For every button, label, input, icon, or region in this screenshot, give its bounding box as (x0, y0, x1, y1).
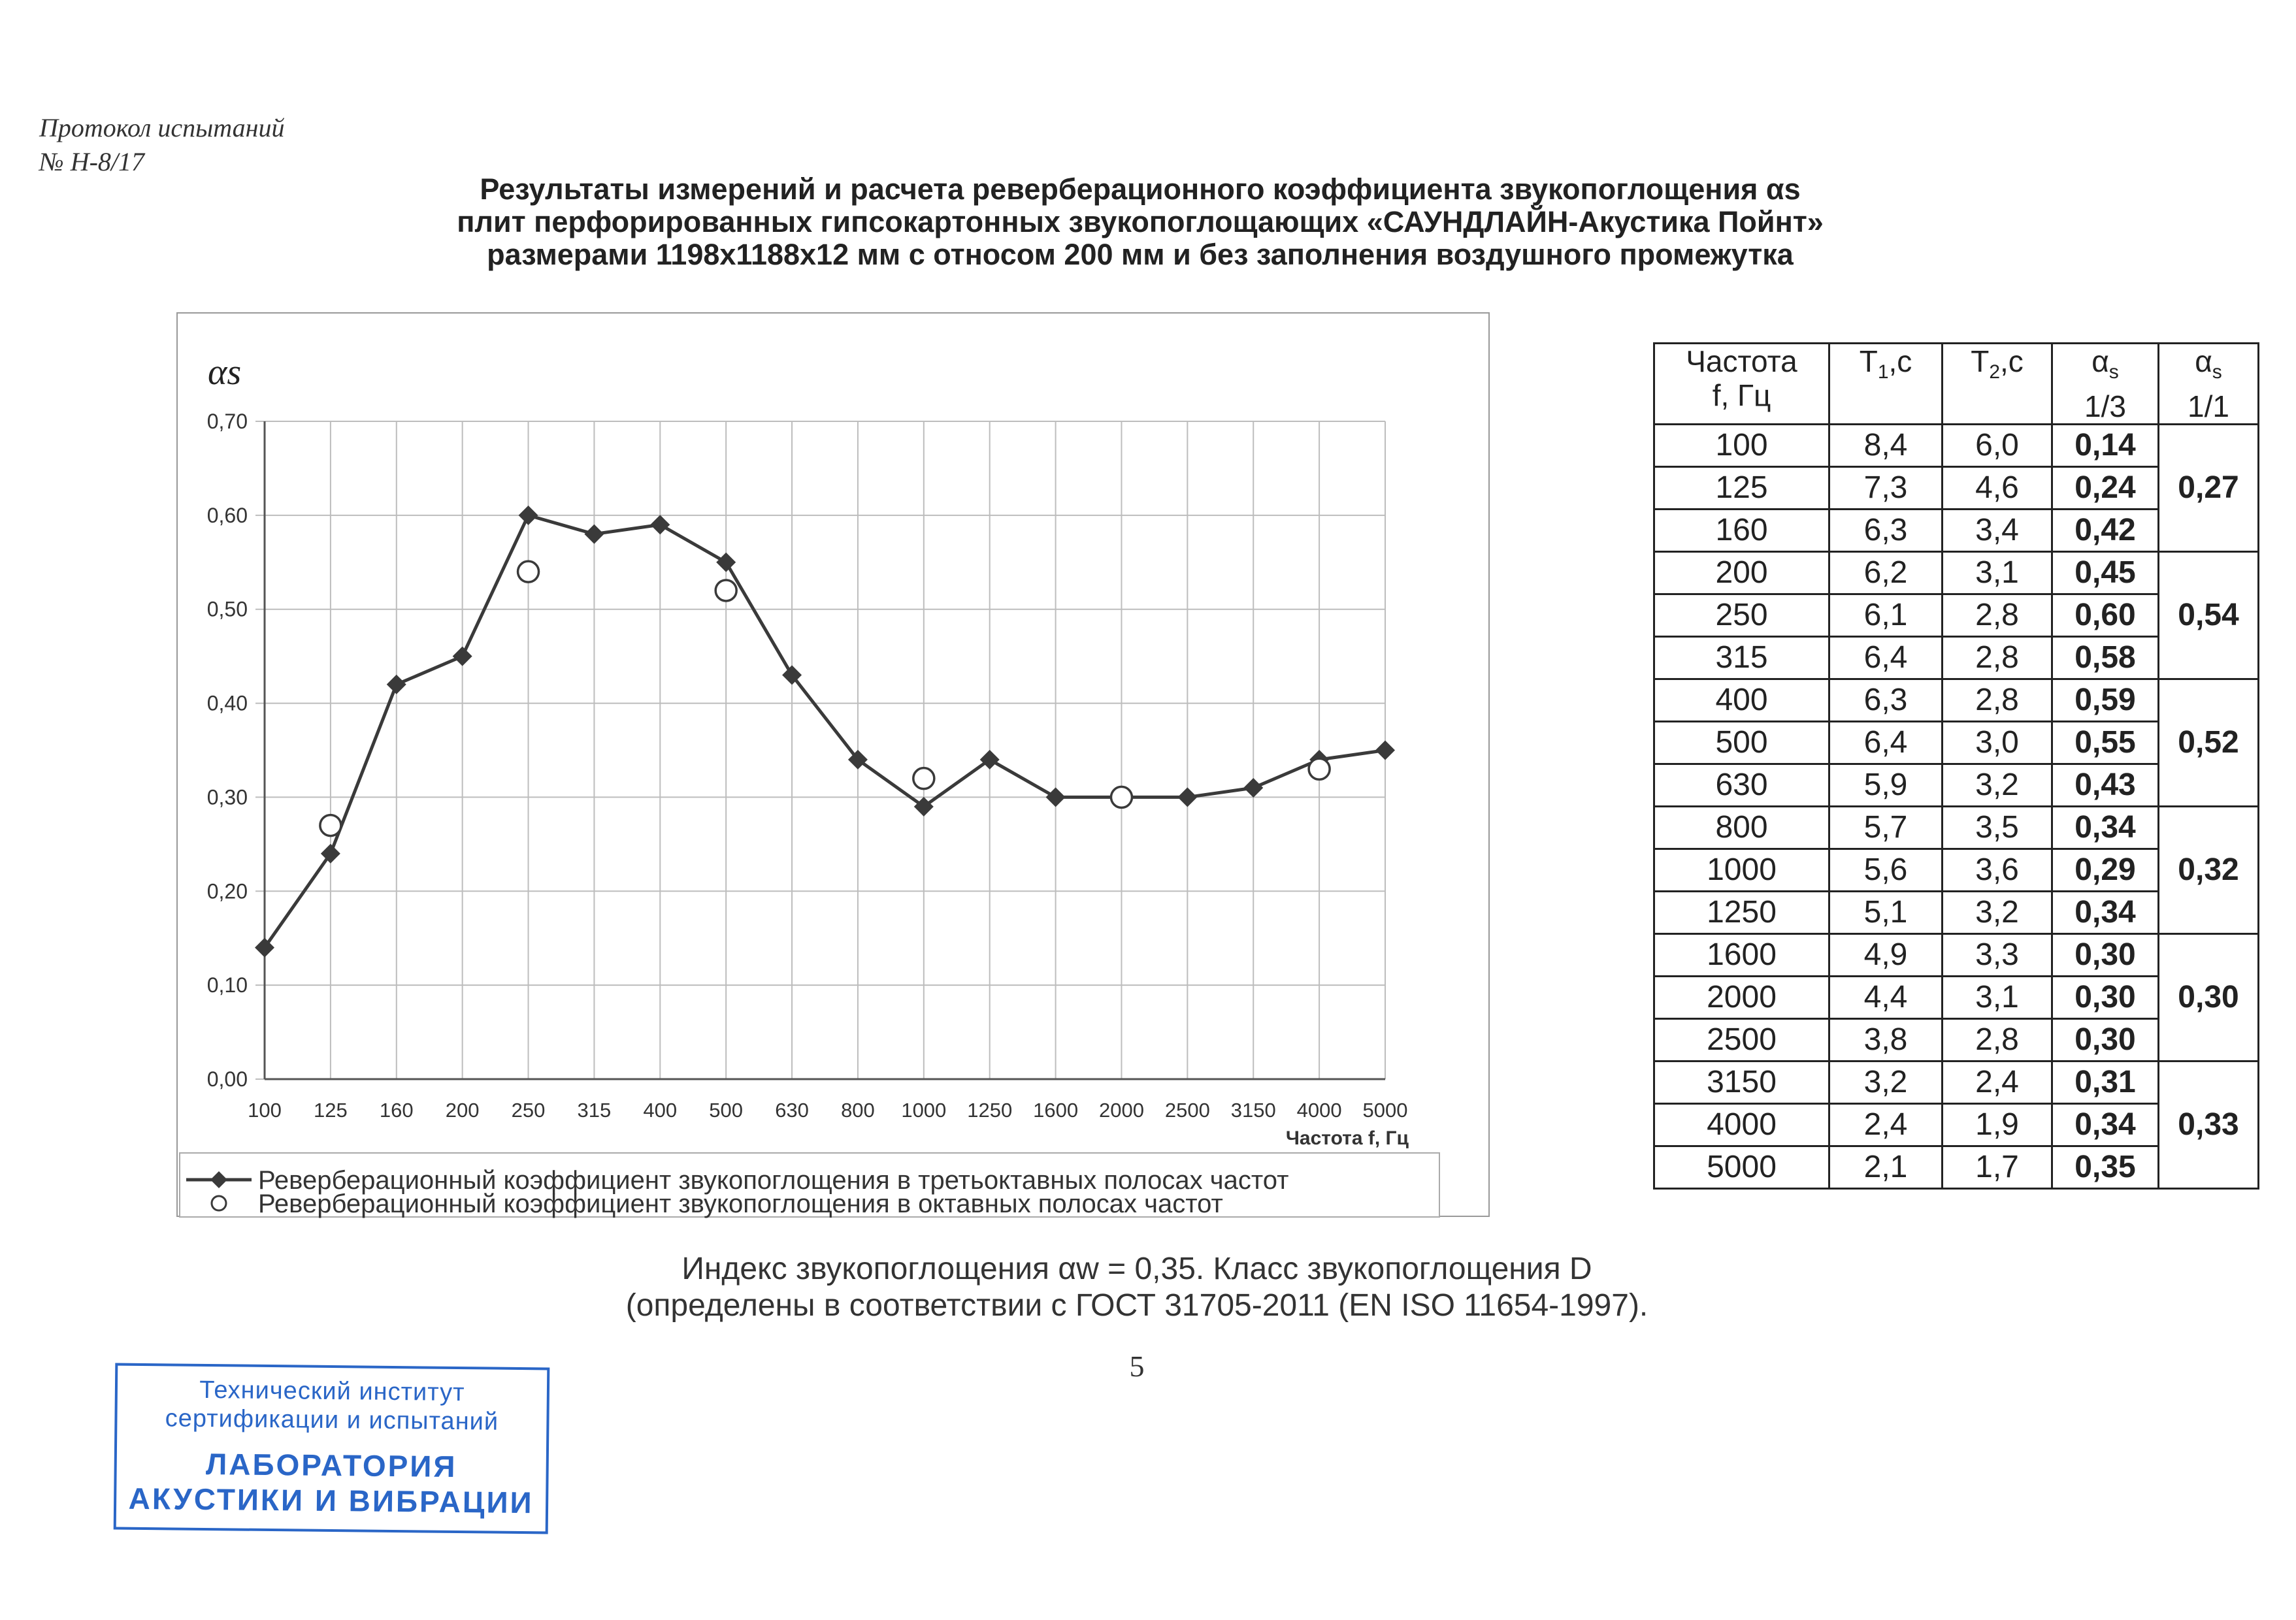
x-tick-label: 5000 (1362, 1099, 1408, 1122)
cell-alpha-third-octave: 0,30 (2052, 1019, 2159, 1061)
cell-frequency: 1000 (1654, 849, 1829, 892)
x-tick-label: 800 (841, 1099, 875, 1122)
cell-frequency: 400 (1654, 679, 1829, 722)
cell-t2: 2,8 (1943, 679, 2052, 722)
y-tick-label: 0,60 (206, 503, 248, 527)
cell-alpha-third-octave: 0,34 (2052, 892, 2159, 934)
third-octave-point (716, 553, 736, 572)
cell-alpha-third-octave: 0,14 (2052, 425, 2159, 467)
cell-alpha-octave: 0,52 (2159, 679, 2259, 807)
cell-t2: 4,6 (1943, 467, 2052, 510)
third-octave-point (321, 844, 340, 864)
octave-point (1309, 758, 1330, 779)
cell-alpha-third-octave: 0,30 (2052, 977, 2159, 1019)
y-tick-label: 0,70 (206, 410, 248, 433)
cell-alpha-third-octave: 0,24 (2052, 467, 2159, 510)
y-tick-label: 0,50 (206, 597, 248, 621)
protocol-title: Протокол испытаний (39, 113, 285, 142)
cell-alpha-third-octave: 0,55 (2052, 722, 2159, 764)
cell-alpha-third-octave: 0,30 (2052, 934, 2159, 977)
table-row (1654, 425, 2259, 467)
header-frequency: Частота f, Гц (1654, 344, 1829, 425)
third-octave-series-line (265, 515, 1385, 948)
cell-t1: 4,9 (1829, 934, 1943, 977)
cell-t1: 8,4 (1829, 425, 1943, 467)
cell-frequency: 100 (1654, 425, 1829, 467)
cell-frequency: 315 (1654, 637, 1829, 679)
cell-alpha-third-octave: 0,29 (2052, 849, 2159, 892)
third-octave-point (584, 525, 604, 544)
cell-t1: 7,3 (1829, 467, 1943, 510)
absorption-index-note (392, 1251, 1882, 1324)
third-octave-point (1046, 787, 1066, 807)
x-tick-label: 3150 (1230, 1099, 1276, 1122)
x-tick-label: 400 (643, 1099, 678, 1122)
cell-t2: 3,2 (1943, 764, 2052, 807)
table-row (1654, 807, 2259, 849)
cell-frequency: 160 (1654, 510, 1829, 552)
cell-frequency: 500 (1654, 722, 1829, 764)
x-tick-label: 160 (379, 1099, 414, 1122)
x-tick-label: 125 (314, 1099, 348, 1122)
page-number: 5 (1129, 1350, 1145, 1383)
cell-alpha-octave: 0,33 (2159, 1061, 2259, 1189)
x-tick-label: 315 (577, 1099, 612, 1122)
cell-t2: 2,8 (1943, 637, 2052, 679)
legend-label-octave: Реверберационный коэффициент звукопоглощения в октавных полосах частот (258, 1190, 1223, 1218)
cell-alpha-third-octave: 0,59 (2052, 679, 2159, 722)
cell-frequency: 800 (1654, 807, 1829, 849)
x-tick-label: 1000 (901, 1099, 947, 1122)
cell-t1: 3,8 (1829, 1019, 1943, 1061)
protocol-number: № Н-8/17 (39, 147, 145, 176)
title-line-1: Результаты измерений и расчета реверберационного коэффициента звукопоглощения αs (480, 172, 1801, 206)
cell-t1: 6,2 (1829, 552, 1943, 594)
cell-t2: 6,0 (1943, 425, 2052, 467)
third-octave-point (387, 675, 406, 694)
cell-t1: 3,2 (1829, 1061, 1943, 1104)
cell-frequency: 125 (1654, 467, 1829, 510)
cell-alpha-third-octave: 0,60 (2052, 594, 2159, 637)
absorption-index-line: Индекс звукопоглощения αw = 0,35. Класс звукопоглощения D (681, 1252, 1592, 1286)
title-line-2: плит перфорированных гипсокартонных звукопоглощающих «САУНДЛАЙН-Акустика Пойнт» (457, 205, 1824, 238)
cell-t2: 1,7 (1943, 1146, 2052, 1189)
octave-point (1111, 786, 1132, 807)
cell-frequency: 1250 (1654, 892, 1829, 934)
cell-frequency: 4000 (1654, 1104, 1829, 1146)
table-row (1654, 934, 2259, 977)
cell-t2: 3,3 (1943, 934, 2052, 977)
cell-t1: 5,7 (1829, 807, 1943, 849)
cell-t1: 5,6 (1829, 849, 1943, 892)
cell-alpha-third-octave: 0,31 (2052, 1061, 2159, 1104)
cell-t1: 2,1 (1829, 1146, 1943, 1189)
table-row (1654, 679, 2259, 722)
y-tick-label: 0,00 (206, 1067, 248, 1091)
y-tick-label: 0,10 (206, 973, 248, 997)
octave-point (913, 768, 934, 789)
x-tick-label: 100 (248, 1099, 282, 1122)
table-header-row (1654, 344, 2259, 425)
cell-t1: 6,4 (1829, 722, 1943, 764)
cell-t2: 3,1 (1943, 552, 2052, 594)
x-axis-label: Частота f, Гц (1285, 1127, 1409, 1149)
cell-frequency: 630 (1654, 764, 1829, 807)
legend-label-third-octave: Реверберационный коэффициент звукопоглощения в третьоктавных полосах частот (258, 1166, 1289, 1195)
third-octave-point (519, 506, 538, 525)
table-row (1654, 1061, 2259, 1104)
cell-t2: 3,2 (1943, 892, 2052, 934)
header-alpha-octave: $\alpha_s$ 1/1 (2159, 344, 2259, 425)
cell-t2: 2,4 (1943, 1061, 2052, 1104)
cell-alpha-third-octave: 0,45 (2052, 552, 2159, 594)
third-octave-point (1375, 741, 1395, 760)
third-octave-point (1243, 778, 1263, 798)
cell-t2: 1,9 (1943, 1104, 2052, 1146)
third-octave-point (650, 515, 670, 534)
header-alpha-third-octave: $\alpha_s$ 1/3 (2052, 344, 2159, 425)
octave-point (320, 815, 341, 836)
cell-frequency: 2000 (1654, 977, 1829, 1019)
third-octave-point (255, 938, 274, 958)
octave-point (715, 580, 736, 601)
cell-alpha-third-octave: 0,34 (2052, 1104, 2159, 1146)
cell-t1: 4,4 (1829, 977, 1943, 1019)
cell-t1: 6,3 (1829, 679, 1943, 722)
cell-t2: 3,0 (1943, 722, 2052, 764)
cell-alpha-octave: 0,30 (2159, 934, 2259, 1061)
cell-frequency: 250 (1654, 594, 1829, 637)
cell-t1: 6,1 (1829, 594, 1943, 637)
cell-alpha-third-octave: 0,58 (2052, 637, 2159, 679)
x-tick-label: 2000 (1098, 1099, 1144, 1122)
cell-alpha-octave: 0,32 (2159, 807, 2259, 934)
title-line-3: размерами 1198х1188х12 мм с относом 200 мм и без заполнения воздушного промежутка (487, 238, 1794, 271)
stamp-institute-line-1: Технический институт (199, 1376, 465, 1407)
octave-point (518, 561, 539, 582)
x-tick-label: 200 (445, 1099, 480, 1122)
cell-alpha-third-octave: 0,43 (2052, 764, 2159, 807)
laboratory-stamp (114, 1363, 550, 1534)
y-axis-label: αs (208, 352, 242, 393)
x-tick-label: 2500 (1164, 1099, 1210, 1122)
cell-t2: 3,4 (1943, 510, 2052, 552)
cell-t2: 3,1 (1943, 977, 2052, 1019)
stamp-lab-line-1: ЛАБОРАТОРИЯ (205, 1446, 457, 1484)
cell-alpha-third-octave: 0,34 (2052, 807, 2159, 849)
header-t2: $T_2,с$ (1943, 344, 2052, 425)
cell-frequency: 2500 (1654, 1019, 1829, 1061)
cell-t2: 2,8 (1943, 1019, 2052, 1061)
standard-reference-line: (определены в соответствии с ГОСТ 31705-2011 (EN ISO 11654-1997). (625, 1288, 1648, 1323)
cell-alpha-third-octave: 0,42 (2052, 510, 2159, 552)
cell-frequency: 5000 (1654, 1146, 1829, 1189)
legend-circle-marker (212, 1196, 226, 1210)
cell-t1: 5,9 (1829, 764, 1943, 807)
cell-t2: 3,6 (1943, 849, 2052, 892)
x-tick-label: 630 (775, 1099, 809, 1122)
cell-alpha-octave: 0,54 (2159, 552, 2259, 679)
x-tick-label: 4000 (1296, 1099, 1342, 1122)
x-tick-label: 500 (709, 1099, 744, 1122)
y-tick-label: 0,20 (206, 879, 248, 903)
stamp-lab-line-2: АКУСТИКИ И ВИБРАЦИИ (128, 1481, 534, 1520)
cell-frequency: 3150 (1654, 1061, 1829, 1104)
cell-frequency: 1600 (1654, 934, 1829, 977)
cell-alpha-third-octave: 0,35 (2052, 1146, 2159, 1189)
header-t1: $T_1,с$ (1829, 344, 1943, 425)
x-tick-label: 1600 (1033, 1099, 1079, 1122)
stamp-institute-line-2: сертификации и испытаний (165, 1404, 499, 1436)
y-tick-label: 0,30 (206, 785, 248, 809)
cell-t1: 6,4 (1829, 637, 1943, 679)
y-tick-label: 0,40 (206, 691, 248, 715)
cell-t1: 2,4 (1829, 1104, 1943, 1146)
cell-frequency: 200 (1654, 552, 1829, 594)
cell-t2: 2,8 (1943, 594, 2052, 637)
cell-t1: 5,1 (1829, 892, 1943, 934)
cell-t1: 6,3 (1829, 510, 1943, 552)
table-row (1654, 552, 2259, 594)
cell-alpha-octave: 0,27 (2159, 425, 2259, 552)
third-octave-point (1177, 787, 1197, 807)
results-table (1653, 342, 2259, 1190)
x-tick-label: 1250 (967, 1099, 1013, 1122)
third-octave-point (453, 647, 472, 666)
x-tick-label: 250 (511, 1099, 546, 1122)
cell-t2: 3,5 (1943, 807, 2052, 849)
